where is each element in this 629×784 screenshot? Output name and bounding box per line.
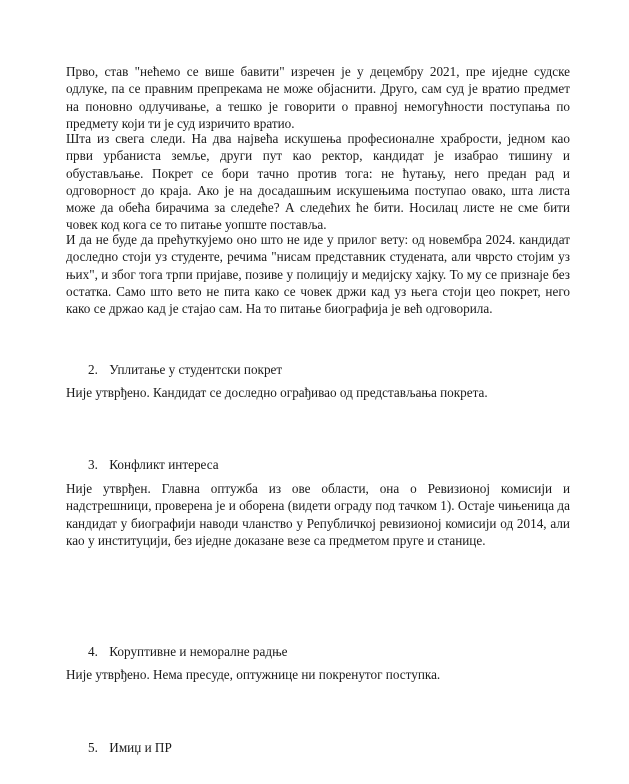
paragraph-conclusion: Шта из свега следи. На два највећа искушења професионалне храбрости, једном као први урбаниста земље, други пут као ректор, кандидат је изабрао тишину и обустављање. Покрет се бори тачно против тога: не ћутању, него предан рад и одговорност до краја. Ако је на досадашњим искушењима поступао овако, шта листа може да обећа бирачима за следеће? А следећих ће бити. Носилац листе не сме бити човек код кога се то питање уопште поставља. <box>66 131 570 233</box>
section-title: Уплитање у студентски покрет <box>109 362 283 377</box>
section-heading-3 <box>88 456 219 473</box>
section-text-2: Није утврђено. Кандидат се доследно ограђивао од представљања покрета. <box>66 385 488 400</box>
paragraph-court-statement: Прво, став "нећемо се више бавити" изречен је у децембру 2021, пре иједне судске одлуке, па се правним препрекама не може објаснити. Друго, сам суд је вратио предмет на поновно одлучивање, а тешко је говорити о правној немогућности поступања по предмету који ти је суд изричито вратио. <box>66 64 570 131</box>
section-text-4: Није утврђено. Нема пресуде, оптужнице ни покренутог поступка. <box>66 667 441 682</box>
section-number: 5. <box>88 740 98 755</box>
paragraph-student-support: И да не буде да прећуткујемо оно што не иде у прилог вету: од новембра 2024. кандидат доследно стоји уз студенте, речима "нисам представник студената, али чврсто стојим уз њих", и због тога трпи пријаве, позиве у полицију и медијску хајку. То му се признаје без остатка. Само што вето не пита како се човек држи кад уз њега стоји цео покрет, него како се држао кад је стајао сам. На то питање биографија је већ одговорила. <box>66 232 570 317</box>
section-number: 2. <box>88 362 98 377</box>
section-title: Коруптивне и неморалне радње <box>109 644 288 659</box>
section-number: 4. <box>88 644 98 659</box>
section-title: Конфликт интереса <box>109 457 219 472</box>
section-heading-4 <box>88 643 287 660</box>
section-number: 3. <box>88 457 98 472</box>
section-heading-5 <box>88 739 172 756</box>
section-text-3: Није утврђен. Главна оптужба из ове области, она о Ревизионој комисији и надстрешници, проверена је и оборена (видети ограду под тачком 1). Остаје чињеница да кандидат у биографији наводи чланство у Републичкој ревизионој комисији од 2014, али као у институцији, без иједне доказане везе са предметом пруге и станице. <box>66 481 570 548</box>
section-title: Имиџ и ПР <box>109 740 172 755</box>
section-heading-2 <box>88 361 282 378</box>
